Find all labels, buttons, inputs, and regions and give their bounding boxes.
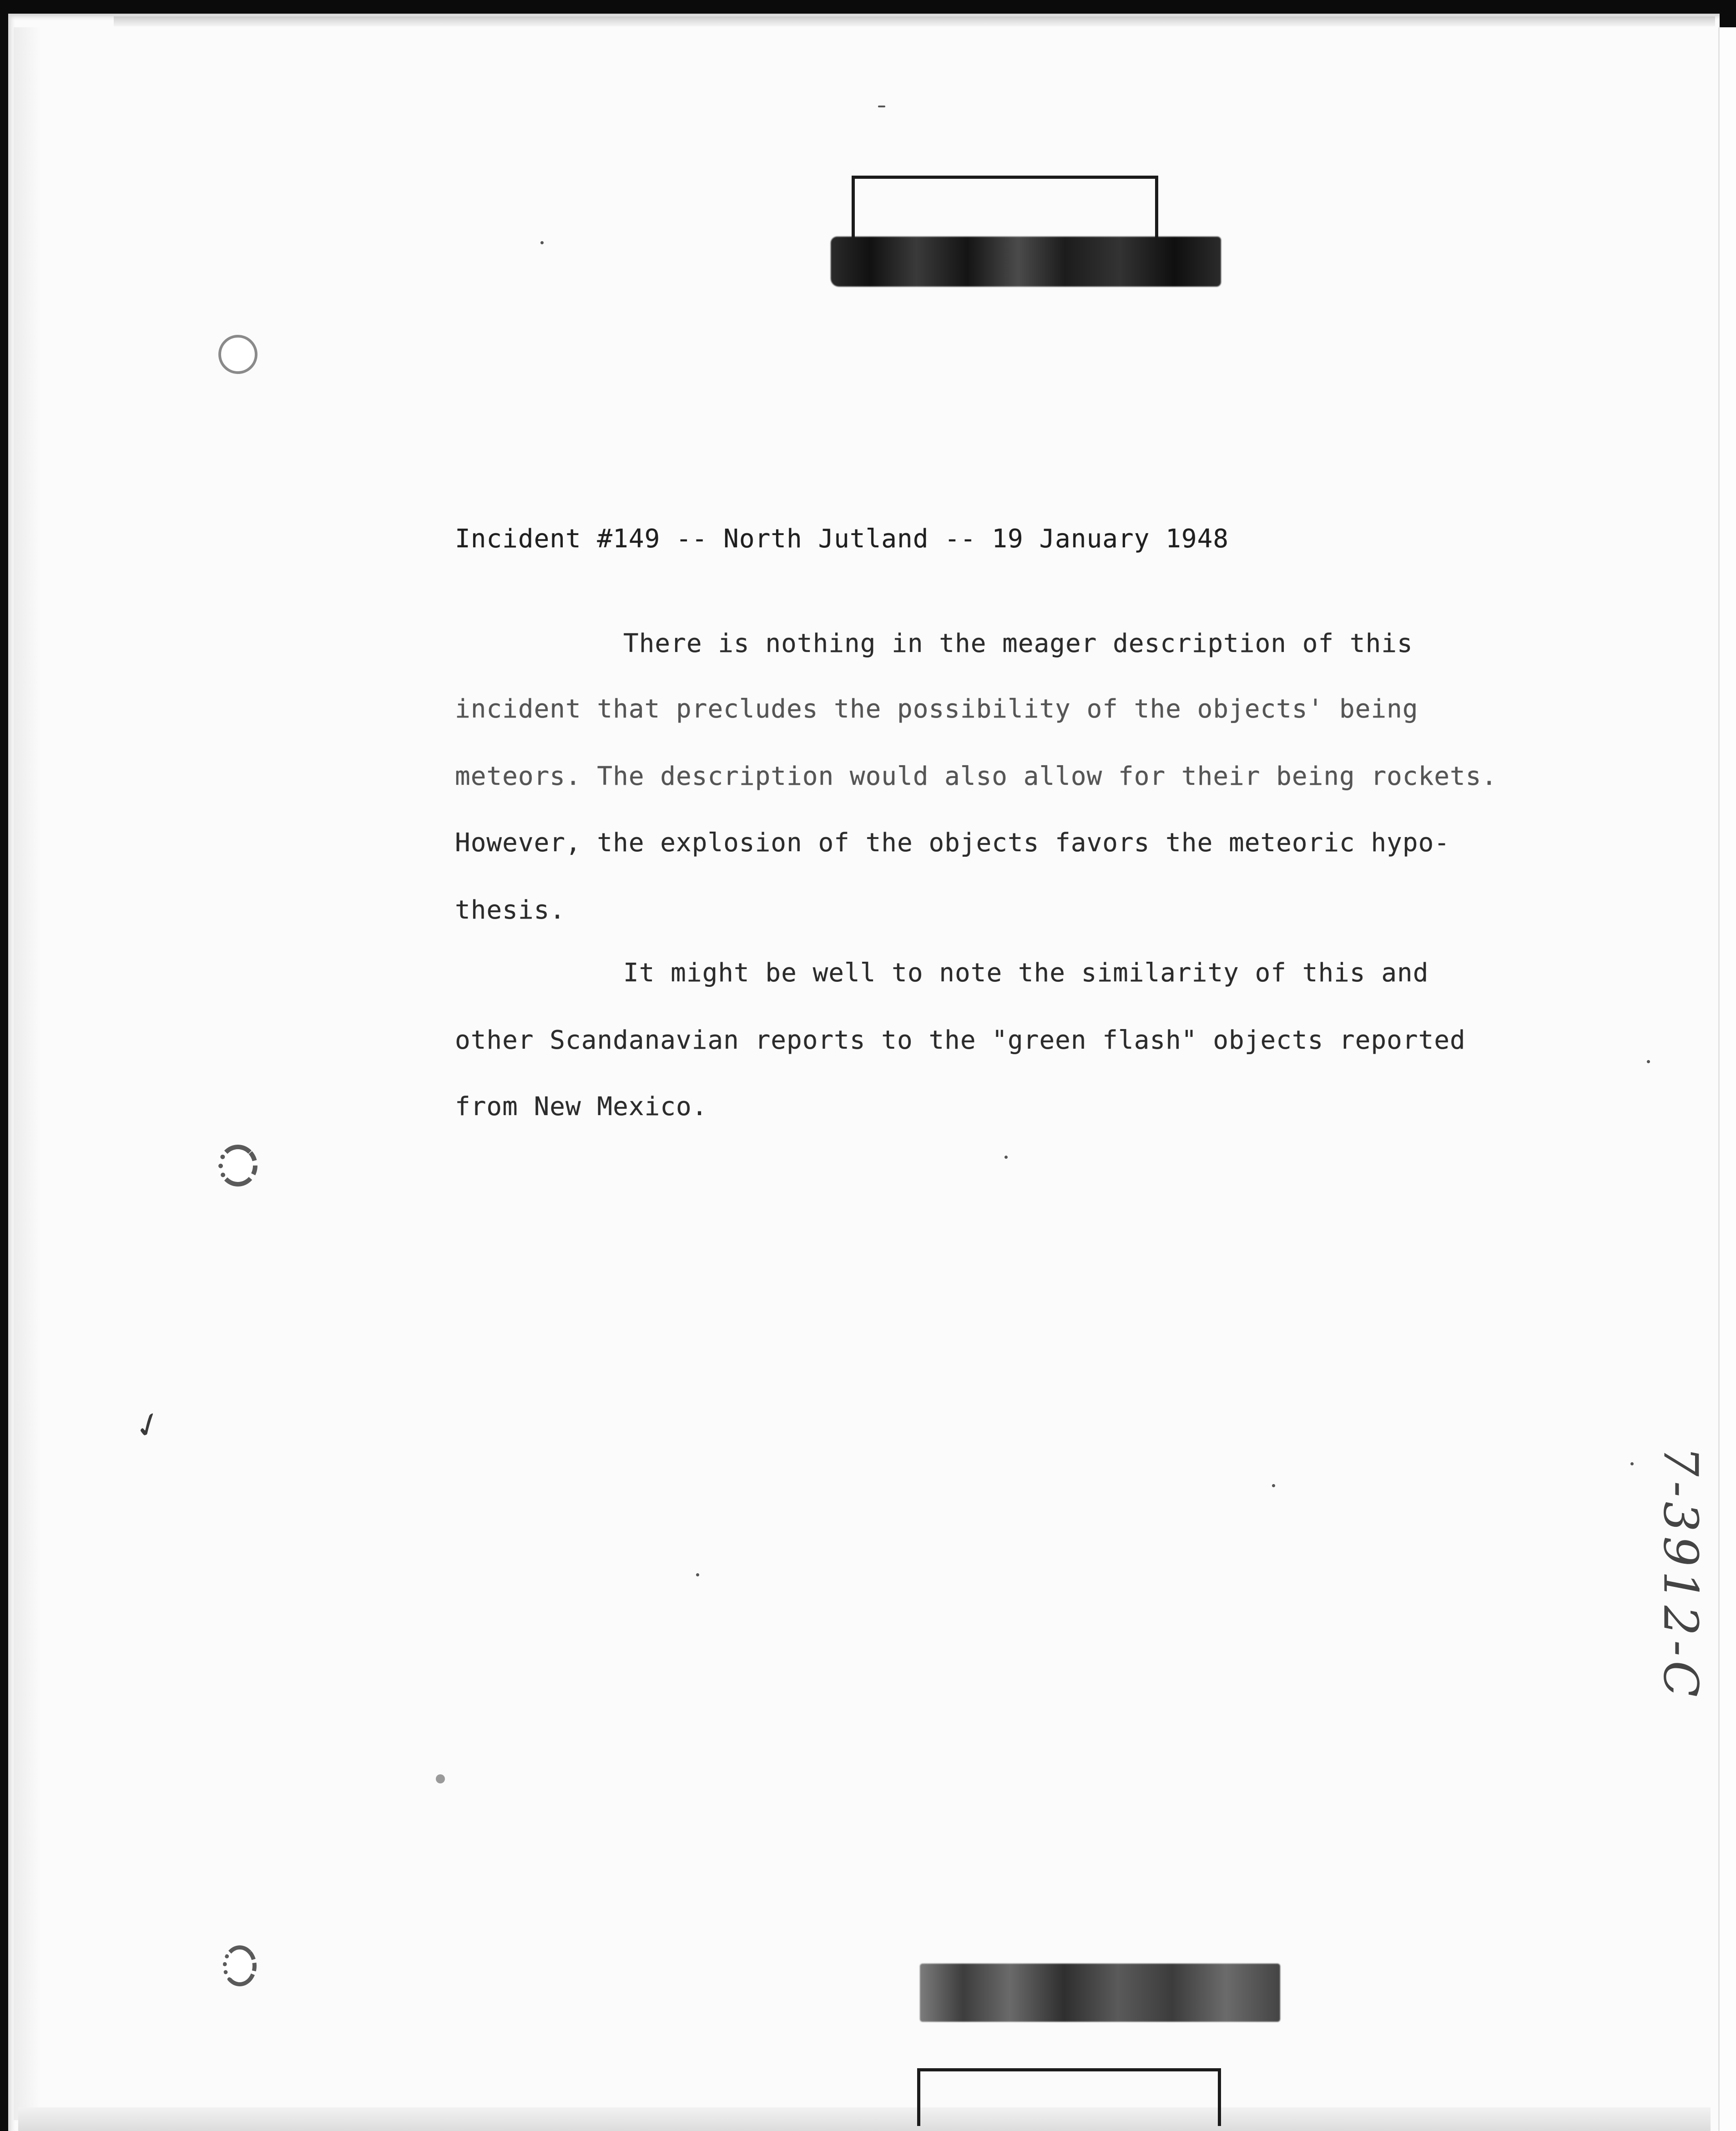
paragraph-2-line-3: from New Mexico.: [455, 1092, 708, 1121]
scan-speck: [540, 241, 544, 244]
handwritten-file-number: 7-3912-C: [1653, 1446, 1709, 1702]
bottom-redaction-block: [920, 1964, 1280, 2022]
bottom-redaction-frame: [917, 2068, 1221, 2126]
paragraph-1-line-2: incident that precludes the possibility of the objects' being: [455, 694, 1418, 724]
scan-speck: [1647, 1060, 1650, 1063]
scan-speck: [696, 1573, 699, 1576]
punch-hole-top: [218, 335, 257, 374]
punch-hole-middle: [218, 1145, 257, 1187]
left-margin-tick: ✓: [128, 1402, 168, 1449]
left-edge-shading: [14, 27, 41, 2120]
top-redaction-block: [831, 237, 1221, 287]
scan-speck: [1004, 1156, 1008, 1159]
incident-heading: Incident #149 -- North Jutland -- 19 January 1948: [455, 524, 1229, 554]
right-edge-strip: [1718, 27, 1736, 2131]
paragraph-1-line-1: There is nothing in the meager description of this: [623, 629, 1413, 658]
scan-speck: [878, 106, 885, 107]
paragraph-2-line-1: It might be well to note the similarity of this and: [623, 958, 1429, 988]
top-edge-shadow: [114, 16, 1715, 26]
scan-speck: [436, 1774, 445, 1783]
bottom-edge-band: [18, 2107, 1711, 2131]
paragraph-1-line-4: However, the explosion of the objects favors the meteoric hypo-: [455, 828, 1450, 858]
punch-hole-bottom: [223, 1945, 257, 1986]
paragraph-1-line-5: thesis.: [455, 895, 566, 925]
paragraph-1-line-3: meteors. The description would also allow for their being rockets.: [455, 762, 1498, 791]
scan-speck: [1630, 1462, 1634, 1465]
scan-speck: [1272, 1484, 1275, 1487]
paragraph-2-line-2: other Scandanavian reports to the "green flash" objects reported: [455, 1025, 1466, 1055]
